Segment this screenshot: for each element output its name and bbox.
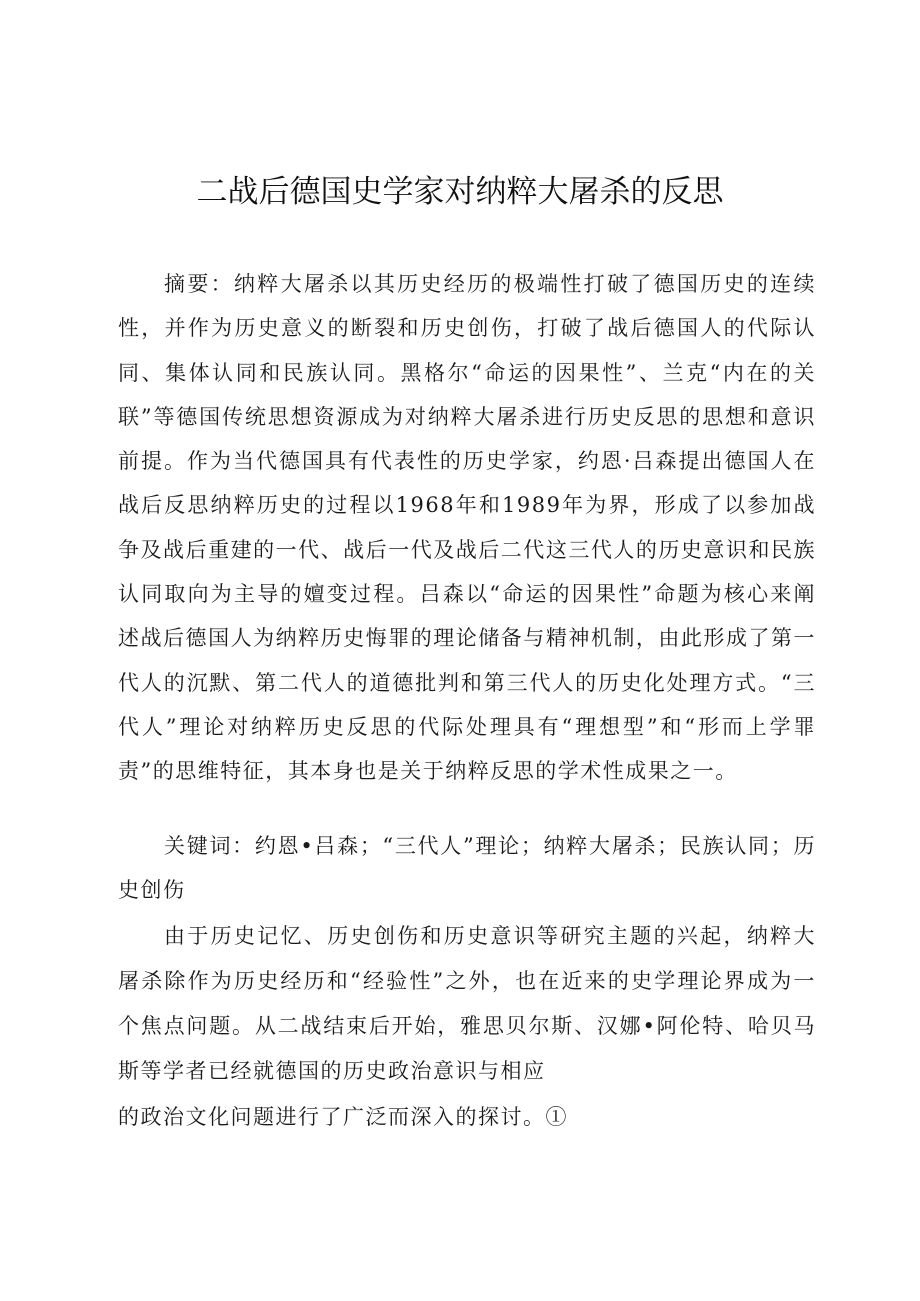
- intro-paragraph: 由于历史记忆、历史创伤和历史意识等研究主题的兴起，纳粹大屠杀除作为历史经历和“经验性”之外，也在近来的史学理论界成为一个焦点问题。从二战结束后开始，雅思贝尔斯、汉娜•阿伦特、哈贝马斯等学者已经就德国的历史政治意识与相应: [118, 924, 816, 1083]
- keywords-paragraph: 关键词：约恩•吕森；“三代人”理论；纳粹大屠杀；民族认同；历史创伤: [118, 834, 816, 902]
- abstract-paragraph: 摘要：纳粹大屠杀以其历史经历的极端性打破了德国历史的连续性，并作为历史意义的断裂和历史创伤，打破了战后德国人的代际认同、集体认同和民族认同。黑格尔“命运的因果性”、兰克“内在的关联”等德国传统思想资源成为对纳粹大屠杀进行历史反思的思想和意识前提。作为当代德国具有代表性的历史学家，约恩·吕森提出德国人在战后反思纳粹历史的过程以1968年和1989年为界，形成了以参加战争及战后重建的一代、战后一代及战后二代这三代人的历史意识和民族认同取向为主导的嬗变过程。吕森以“命运的因果性”命题为核心来阐述战后德国人为纳粹历史悔罪的理论储备与精神机制，由此形成了第一代人的沉默、第二代人的道德批判和第三代人的历史化处理方式。“三代人”理论对纳粹历史反思的代际处理具有“理想型”和“形而上学罪责”的思维特征，其本身也是关于纳粹反思的学术性成果之一。: [118, 272, 816, 784]
- document-title: 二战后德国史学家对纳粹大屠杀的反思: [196, 174, 724, 210]
- intro-paragraph-continuation: 的政治文化问题进行了广泛而深入的探讨。①: [118, 1105, 568, 1129]
